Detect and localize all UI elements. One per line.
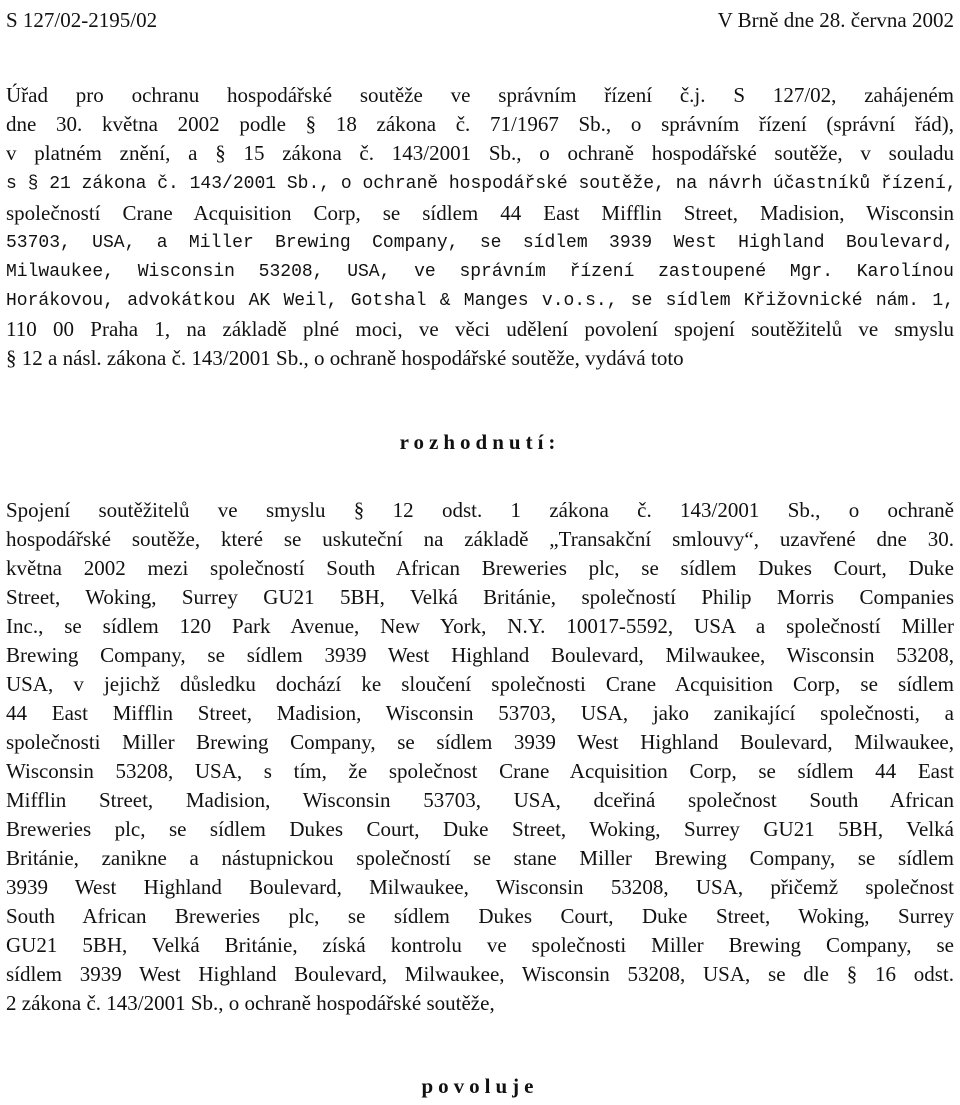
- decision-line: května 2002 mezi společností South African Breweries plc, se sídlem Dukes Court, Duke: [6, 556, 954, 580]
- intro-line: Úřad pro ochranu hospodářské soutěže ve správním řízení č.j. S 127/02, zahájeném: [6, 83, 954, 107]
- decision-line: 44 East Mifflin Street, Madision, Wisconsin 53703, USA, jako zanikající společnosti, a: [6, 701, 954, 725]
- decision-line: South African Breweries plc, se sídlem Dukes Court, Duke Street, Woking, Surrey: [6, 904, 954, 928]
- intro-line: Milwaukee, Wisconsin 53208, USA, ve správním řízení zastoupené Mgr. Karolínou: [6, 262, 954, 282]
- decision-line: sídlem 3939 West Highland Boulevard, Milwaukee, Wisconsin 53208, USA, se dle § 16 odst.: [6, 962, 954, 986]
- intro-line: v platném znění, a § 15 zákona č. 143/2001 Sb., o ochraně hospodářské soutěže, v souladu: [6, 141, 954, 165]
- decision-line: GU21 5BH, Velká Británie, získá kontrolu ve společnosti Miller Brewing Company, se: [6, 933, 954, 957]
- intro-line: 53703, USA, a Miller Brewing Company, se sídlem 3939 West Highland Boulevard,: [6, 233, 954, 253]
- decision-line: Spojení soutěžitelů ve smyslu § 12 odst. 1 zákona č. 143/2001 Sb., o ochraně: [6, 498, 954, 522]
- decision-line: Inc., se sídlem 120 Park Avenue, New York, N.Y. 10017-5592, USA a společností Miller: [6, 614, 954, 638]
- decision-line: 2 zákona č. 143/2001 Sb., o ochraně hospodářské soutěže,: [6, 991, 495, 1015]
- decision-line: Británie, zanikne a nástupnickou společností se stane Miller Brewing Company, se sídlem: [6, 846, 954, 870]
- intro-line: s § 21 zákona č. 143/2001 Sb., o ochraně hospodářské soutěže, na návrh účastníků řízení,: [6, 174, 957, 194]
- decision-heading: rozhodnutí:: [399, 430, 561, 454]
- decision-line: společnosti Miller Brewing Company, se sídlem 3939 West Highland Boulevard, Milwaukee,: [6, 730, 954, 754]
- intro-line: 110 00 Praha 1, na základě plné moci, ve věci udělení povolení spojení soutěžitelů ve smyslu: [6, 317, 954, 341]
- decision-line: hospodářské soutěže, které se uskuteční na základě „Transakční smlouvy“, uzavřené dne 30.: [6, 527, 954, 551]
- document-date: V Brně dne 28. června 2002: [717, 8, 954, 32]
- permit-heading: povoluje: [421, 1074, 539, 1098]
- intro-line: dne 30. května 2002 podle § 18 zákona č. 71/1967 Sb., o správním řízení (správní řád),: [6, 112, 954, 136]
- decision-line: USA, v jejichž důsledku dochází ke sloučení společnosti Crane Acquisition Corp, se sídlem: [6, 672, 954, 696]
- decision-line: Breweries plc, se sídlem Dukes Court, Duke Street, Woking, Surrey GU21 5BH, Velká: [6, 817, 954, 841]
- decision-line: Mifflin Street, Madision, Wisconsin 53703, USA, dceřiná společnost South African: [6, 788, 954, 812]
- intro-line: Horákovou, advokátkou AK Weil, Gotshal & Manges v.o.s., se sídlem Křižovnické nám. 1,: [6, 291, 954, 311]
- decision-line: Brewing Company, se sídlem 3939 West Highland Boulevard, Milwaukee, Wisconsin 53208,: [6, 643, 954, 667]
- intro-line: § 12 a násl. zákona č. 143/2001 Sb., o ochraně hospodářské soutěže, vydává toto: [6, 346, 684, 370]
- intro-line: společností Crane Acquisition Corp, se sídlem 44 East Mifflin Street, Madision, Wisconsin: [6, 201, 954, 225]
- decision-line: Street, Woking, Surrey GU21 5BH, Velká Británie, společností Philip Morris Companies: [6, 585, 954, 609]
- decision-line: 3939 West Highland Boulevard, Milwaukee, Wisconsin 53208, USA, přičemž společnost: [6, 875, 954, 899]
- decision-line: Wisconsin 53208, USA, s tím, že společnost Crane Acquisition Corp, se sídlem 44 East: [6, 759, 954, 783]
- reference-number: S 127/02-2195/02: [6, 8, 158, 32]
